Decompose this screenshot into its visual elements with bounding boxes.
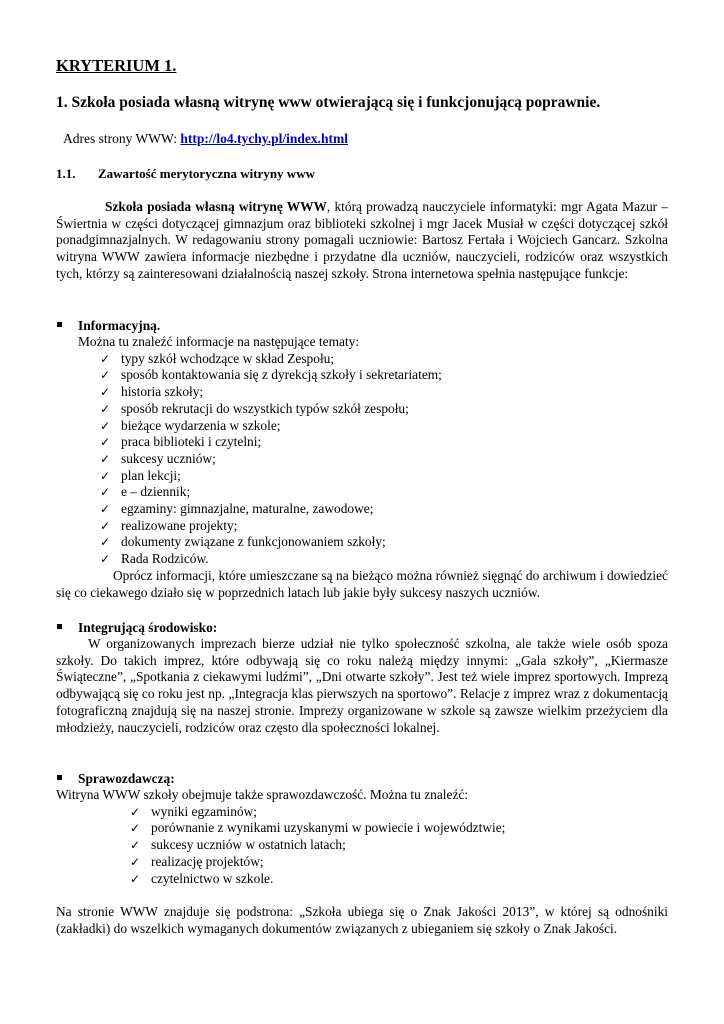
subsection-number: 1.1. (56, 166, 76, 181)
informacyjna-lead: Można tu znaleźć informacje na następujące tematy: (78, 334, 360, 349)
list-item-text: egzaminy: gimnazjalne, maturalne, zawodowe; (121, 501, 374, 517)
sprawozdawcza-lead: Witryna WWW szkoły obejmuje także sprawozdawczość. Można tu znaleźć: (56, 787, 469, 802)
checkmark-icon: ✓ (100, 485, 111, 500)
checkmark-icon: ✓ (100, 435, 111, 450)
checkmark-icon: ✓ (100, 385, 111, 400)
list-item-text: plan lekcji; (121, 467, 181, 483)
intro-paragraph (56, 199, 668, 283)
checkmark-icon: ✓ (100, 502, 111, 517)
section-informacyjna (56, 317, 668, 601)
section-sprawozdawcza (56, 770, 668, 887)
list-item (56, 384, 668, 401)
list-item-text: sposób kontaktowania się z dyrekcją szkoły i sekretariatem; (121, 367, 442, 383)
list-item-text: e – dziennik; (121, 484, 191, 500)
address-link[interactable]: http://lo4.tychy.pl/index.html (180, 131, 349, 146)
list-item (56, 518, 668, 535)
closing-paragraph: Na stronie WWW znajduje się podstrona: „Szkoła ubiega się o Znak Jakości 2013”, w której są odnośniki (zakładki) do wszelkich wymaganych dokumentów związanych z ubieganiem się szkoły o Znak Jakości. (56, 904, 668, 936)
list-item-text: bieżące wydarzenia w szkole; (121, 417, 281, 433)
square-bullet-icon (57, 775, 62, 780)
informacyjna-title: Informacyjną. (56, 317, 668, 334)
section-1-title: 1. Szkoła posiada własną witrynę www otwierającą się i funkcjonującą poprawnie. (56, 94, 601, 111)
subsection-heading (56, 166, 315, 182)
address-label: Adres strony WWW: (63, 131, 181, 146)
checkmark-icon: ✓ (100, 368, 111, 383)
checkmark-icon: ✓ (130, 804, 141, 819)
list-item-text: praca biblioteki i czytelni; (121, 434, 262, 450)
checkmark-icon: ✓ (100, 535, 111, 550)
list-item (56, 820, 668, 837)
list-item-text: sposób rekrutacji do wszystkich typów szkół zespołu; (121, 400, 409, 416)
list-item-text: sukcesy uczniów w ostatnich latach; (151, 837, 346, 853)
list-item (56, 534, 668, 551)
checkmark-icon: ✓ (100, 518, 111, 533)
list-item-text: Rada Rodziców. (121, 551, 209, 567)
square-bullet-icon (57, 322, 62, 327)
checkmark-icon: ✓ (130, 871, 141, 886)
checkmark-icon: ✓ (100, 552, 111, 567)
list-item (56, 418, 668, 435)
criterion-heading: KRYTERIUM 1. (56, 56, 177, 75)
subsection-title: Zawartość merytoryczna witryny www (98, 166, 315, 181)
checkmark-icon: ✓ (100, 468, 111, 483)
list-item (56, 451, 668, 468)
integrujaca-title: Integrującą środowisko: (56, 619, 668, 636)
checkmark-icon: ✓ (130, 838, 141, 853)
list-item (56, 468, 668, 485)
list-item-text: typy szkół wchodzące w skład Zespołu; (121, 350, 335, 366)
list-item-text: wyniki egzaminów; (151, 803, 257, 819)
checkmark-icon: ✓ (100, 351, 111, 366)
list-item (56, 484, 668, 501)
list-item-text: historia szkoły; (121, 384, 204, 400)
list-item (56, 367, 668, 384)
list-item-text: porównanie z wynikami uzyskanymi w powiecie i województwie; (151, 820, 506, 836)
checkmark-icon: ✓ (130, 854, 141, 869)
list-item-text: czytelnictwo w szkole. (151, 870, 274, 886)
list-item-text: dokumenty związane z funkcjonowaniem szkoły; (121, 534, 386, 550)
list-item (56, 551, 668, 568)
sprawozdawcza-list (56, 804, 668, 888)
list-item (56, 434, 668, 451)
section-integrujaca (56, 619, 668, 736)
address-line (63, 131, 348, 147)
square-bullet-icon (57, 624, 62, 629)
sprawozdawcza-title: Sprawozdawczą: (56, 770, 668, 787)
informacyjna-list (56, 351, 668, 568)
list-item-text: realizację projektów; (151, 853, 264, 869)
list-item-text: sukcesy uczniów; (121, 450, 216, 466)
checkmark-icon: ✓ (100, 401, 111, 416)
checkmark-icon: ✓ (130, 821, 141, 836)
intro-bold: Szkoła posiada własną witrynę WWW (105, 199, 327, 214)
list-item (56, 501, 668, 518)
informacyjna-after: Oprócz informacji, które umieszczane są na bieżąco można również sięgnąć do archiwum i dowiedzieć się co ciekawego działo się w poprzednich latach lub jakie były sukcesy naszych uczniów. (56, 567, 668, 600)
list-item (56, 351, 668, 368)
list-item (56, 854, 668, 871)
list-item (56, 837, 668, 854)
list-item-text: realizowane projekty; (121, 517, 238, 533)
list-item (56, 804, 668, 821)
list-item (56, 401, 668, 418)
checkmark-icon: ✓ (100, 418, 111, 433)
integrujaca-text: W organizowanych imprezach bierze udział nie tylko społeczność szkolna, ale także wiele osób spoza szkoły. Do takich imprez, które odbywają się co roku należą między innymi: „Gala szkoły”, „Kiermasze Świąteczne”, „Spotkania z ciekawymi ludźmi”, „Dni otwarte szkoły”. Jest też wiele imprez sportowych. Imprezą odbywającą się co roku jest np. „Integracja klas pierwszych na sportowo”. Relacje z imprez wraz z dokumentacją fotograficzną znajdują się na naszej stronie. Imprezy organizowane w szkole są zawsze wielkim przeżyciem dla młodzieży, nauczycieli, rodziców oraz często dla społeczności lokalnej. (56, 636, 668, 735)
checkmark-icon: ✓ (100, 451, 111, 466)
list-item (56, 871, 668, 888)
intro-text: , którą prowadzą nauczyciele informatyki: mgr Agata Mazur – Świertnia w części dotyczącej gimnazjum oraz biblioteki szkolnej i mgr Jacek Musiał w części dotyczącej szkół ponadgimnazjalnych. W redagowaniu strony pomagali uczniowie: Bartosz Fertała i Wojciech Gancarz. Szkolna witryna WWW zawiera informacje niezbędne i przydatne dla uczniów, nauczycieli, rodziców oraz wszystkich tych, którzy są zainteresowani działalnością naszej szkoły. Strona internetowa spełnia następujące funkcje: (56, 199, 669, 281)
